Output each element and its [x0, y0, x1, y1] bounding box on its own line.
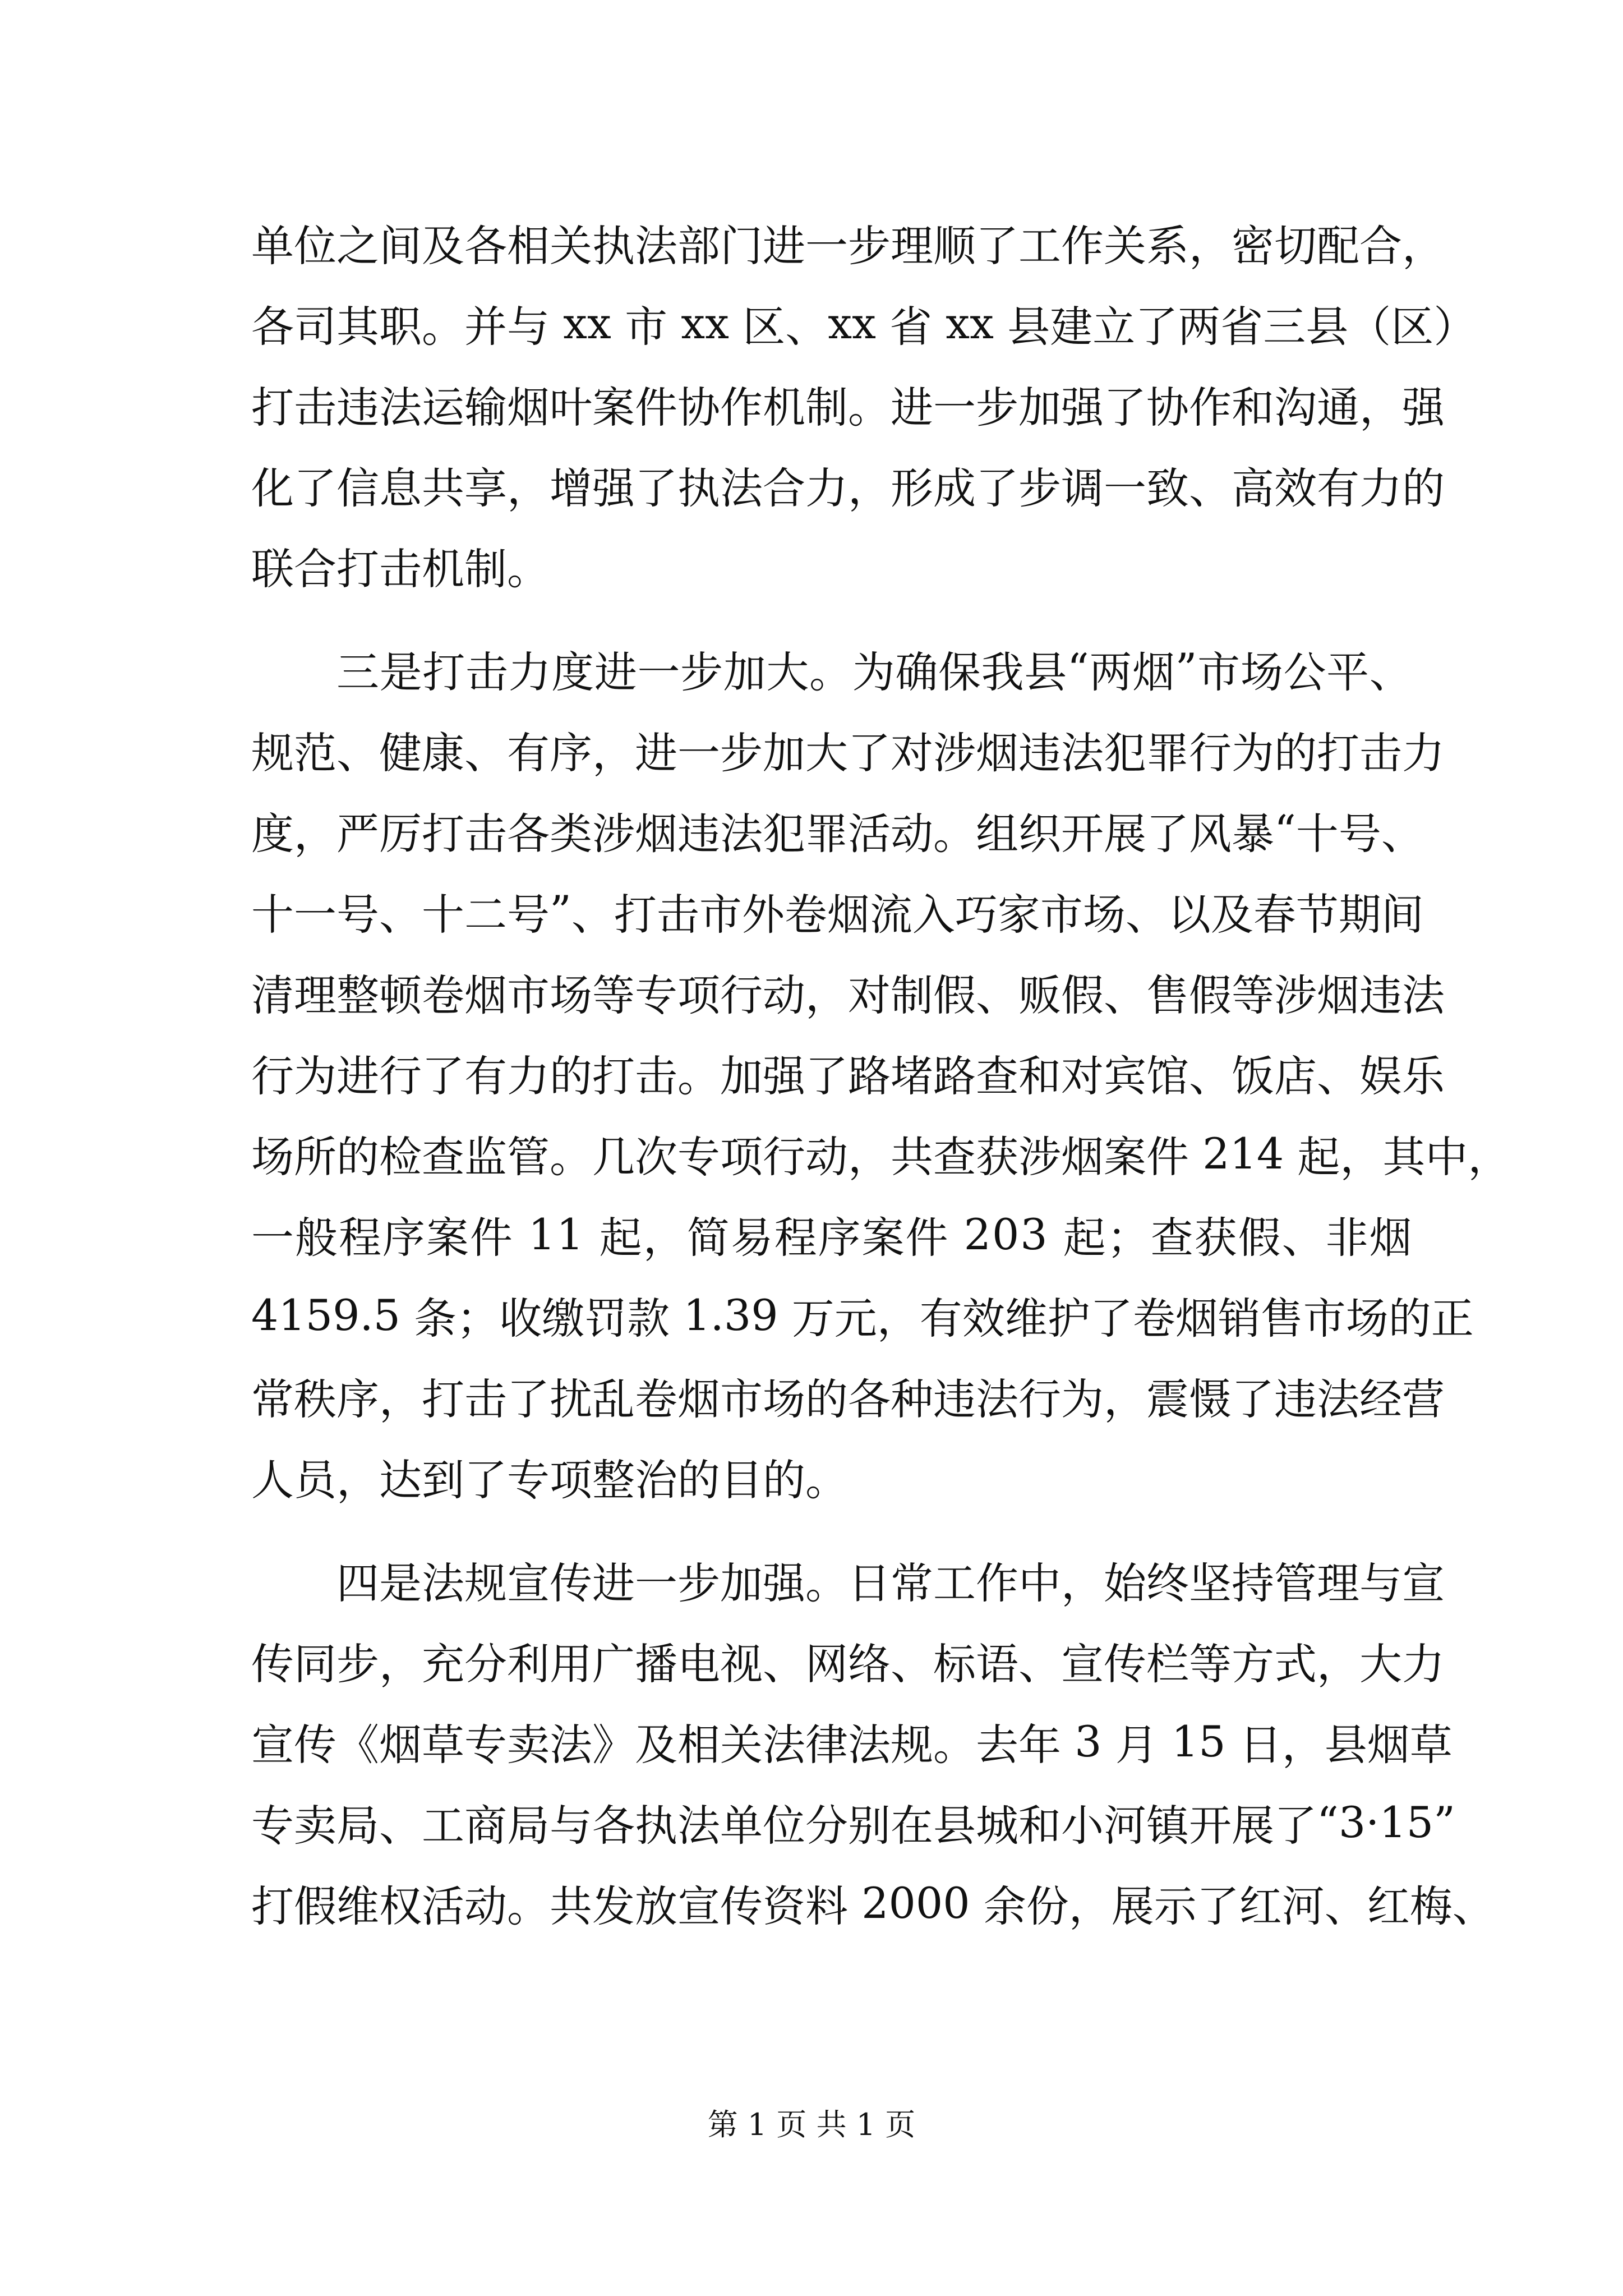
- text-line: 专 卖 局 、 工 商 局 与 各 执 法 单 位 分 别 在 县 城 和 小 河 镇 开 展 了 “ 3 · 1 5 ”: [251, 1797, 1455, 1851]
- text-line: 度 ， 严 厉 打 击 各 类 涉 烟 违 法 犯 罪 活 动 。 组 织 开 展 了 风 暴 “ 十 号 、: [251, 805, 1424, 859]
- text-line: 行 为 进 行 了 有 力 的 打 击 。 加 强 了 路 堵 路 查 和 对 宾 馆 、 饭 店 、 娱 乐: [251, 1051, 1445, 1101]
- text-line: 规 范 、 健 康 、 有 序 ， 进 一 步 加 大 了 对 涉 烟 违 法 犯 罪 行 为 的 打 击 力: [251, 728, 1445, 778]
- text-line: 打 假 维 权 活 动 。 共 发 放 宣 传 资 料 2 0 0 0 余 份 ， 展 示 了 红 河 、 红 梅 、: [251, 1878, 1495, 1931]
- text-line: 化 了 信 息 共 享 ， 增 强 了 执 法 合 力 ， 形 成 了 步 调 一 致 、 高 效 有 力 的: [251, 463, 1445, 513]
- text-line: 各 司 其 职 。 并 与 x x 市 x x 区 、 x x 省 x x 县 建 立 了 两 省 三 县 （ 区 ）: [251, 298, 1477, 352]
- text-line: 人员，达到了专项整治的目的。: [251, 1455, 848, 1505]
- document-body: [251, 202, 1511, 1943]
- text-line: 宣 传 《 烟 草 专 卖 法 》 及 相 关 法 律 法 规 。 去 年 3 月 1 5 日 ， 县 烟 草: [251, 1716, 1453, 1770]
- text-line: 4 1 5 9 . 5 条 ； 收 缴 罚 款 1 . 3 9 万 元 ， 有 效 维 护 了 卷 烟 销 售 市 场 的 正: [251, 1290, 1474, 1343]
- text-line: 十 一 号 、 十 二 号 ” 、 打 击 市 外 卷 烟 流 入 巧 家 市 场 、 以 及 春 节 期 间: [251, 886, 1424, 940]
- text-line: 单 位 之 间 及 各 相 关 执 法 部 门 进 一 步 理 顺 了 工 作 关 系 ， 密 切 配 合 ，: [251, 220, 1445, 271]
- text-line: 打 击 违 法 运 输 烟 叶 案 件 协 作 机 制 。 进 一 步 加 强 了 协 作 和 沟 通 ， 强: [251, 382, 1445, 432]
- text-line: 一 般 程 序 案 件 1 1 起 ， 简 易 程 序 案 件 2 0 3 起 ； 查 获 假 、 非 烟: [251, 1209, 1412, 1263]
- text-line: 传 同 步 ， 充 分 利 用 广 播 电 视 、 网 络 、 标 语 、 宣 传 栏 等 方 式 ， 大 力: [251, 1639, 1445, 1689]
- text-line: 三 是 打 击 力 度 进 一 步 加 大 。 为 确 保 我 县 “ 两 烟 ” 市 场 公 平 、: [336, 643, 1412, 697]
- text-line: 场 所 的 检 查 监 管 。 几 次 专 项 行 动 ， 共 查 获 涉 烟 案 件 2 1 4 起 ， 其 中 ，: [251, 1128, 1511, 1182]
- text-line: 四 是 法 规 宣 传 进 一 步 加 强 。 日 常 工 作 中 ， 始 终 坚 持 管 理 与 宣: [336, 1558, 1445, 1608]
- text-line: 清 理 整 顿 卷 烟 市 场 等 专 项 行 动 ， 对 制 假 、 贩 假 、 售 假 等 涉 烟 违 法: [251, 970, 1445, 1020]
- page-number-footer: 第 1 页 共 1 页: [707, 2107, 916, 2142]
- text-line: 常 秩 序 ， 打 击 了 扰 乱 卷 烟 市 场 的 各 种 违 法 行 为 ， 震 慑 了 违 法 经 营: [251, 1374, 1445, 1424]
- text-line: 联合打击机制。: [251, 544, 550, 594]
